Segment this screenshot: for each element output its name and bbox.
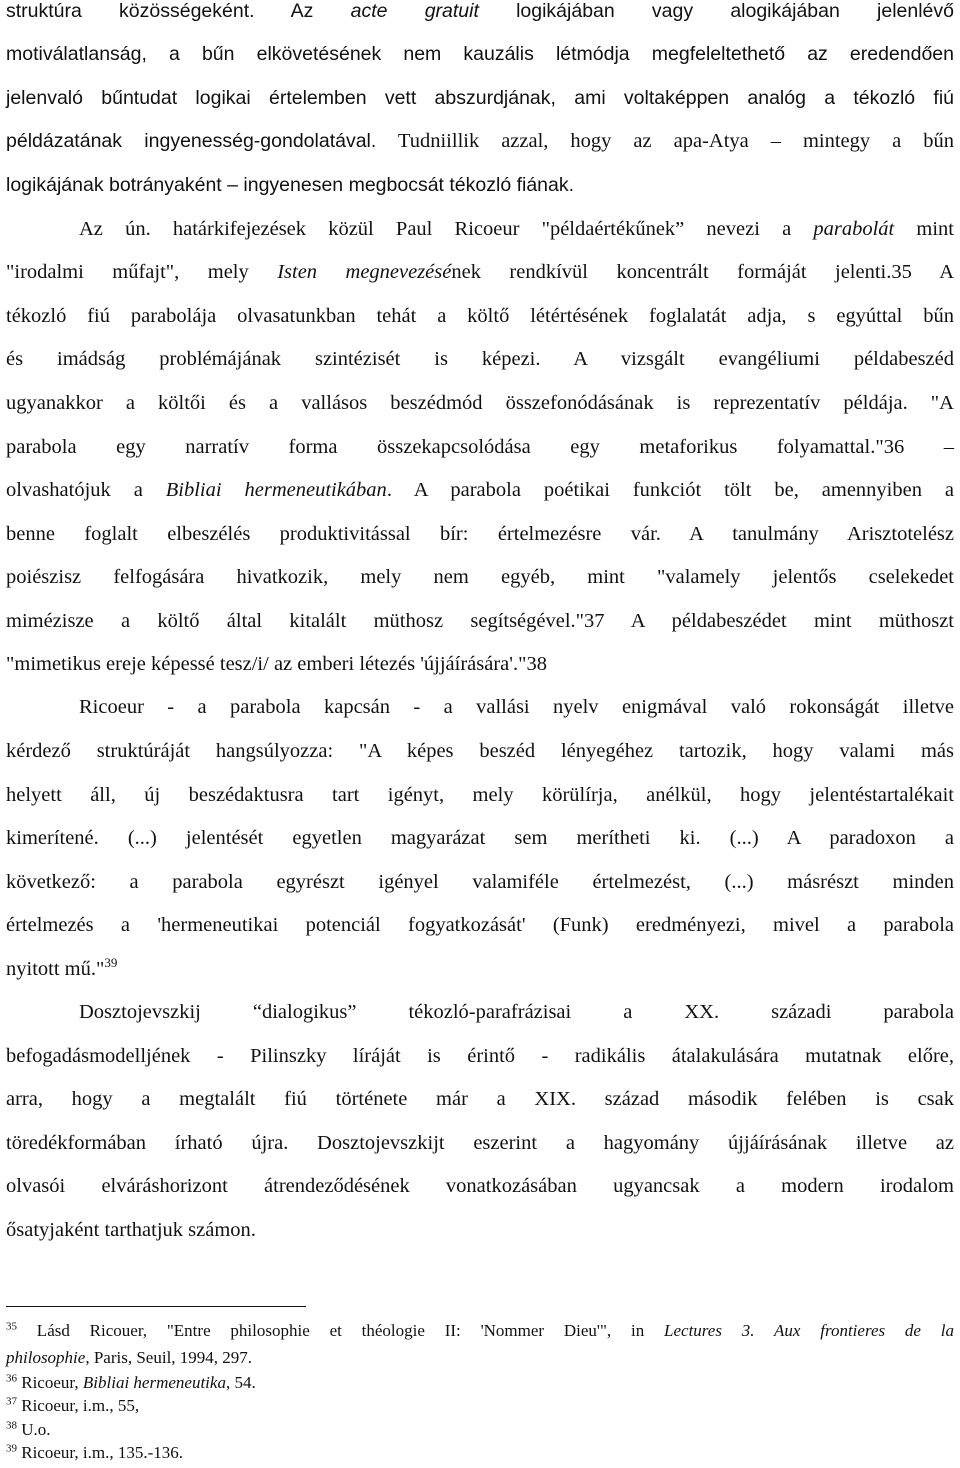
text-line: Ricoeur - a parabola kapcsán - a vallási nyelv enigmával való rokonságát illetve [79, 696, 954, 718]
footnote: $^{36}$ Ricoeur, Bibliai hermeneutika, 54. [6, 1372, 256, 1392]
text-line: parabola egy narratív forma összekapcsolódása egy metaforikus folyamattal."36 – [6, 436, 954, 458]
footnote-ref: 39 [104, 955, 118, 971]
text-line: töredékformában írható újra. Dosztojevszkijt eszerint a hagyomány újjáírásának illetve az [6, 1132, 954, 1154]
text-line: kérdező struktúráját hangsúlyozza: "A képes beszéd lényegéhez tartozik, hogy valami más [6, 740, 954, 762]
text-line: példázatának ingyenesség-gondolatával. Tudniillik azzal, hogy az apa-Atya – mintegy a bűn [6, 130, 955, 152]
text-line: ugyanakkor a költői és a vallásos beszédmód összefonódásának is reprezentatív példája. "A [6, 392, 954, 414]
footnote: philosophie, Paris, Seuil, 1994, 297. [6, 1348, 253, 1367]
footnote: $^{35}$ Lásd Ricouer, "Entre philosophie et théologie II: 'Nommer Dieu'", in Lectures 3. Aux frontieres de la [6, 1320, 954, 1340]
text-line: jelenvaló bűntudat logikai értelemben vett abszurdjának, ami voltaképpen analóg a tékozló fiú [6, 87, 954, 109]
text-line: miméziszе a költő által kitalált müthosz segítségével."37 A példabeszédet mint müthoszt [6, 610, 954, 632]
text-line: befogadásmodelljének - Pilinszky líráját is érintő - radikális átalakulására mutatnak előre, [6, 1045, 954, 1067]
text-line: benne foglalt elbeszélés produktivitással bír: értelmezésre vár. A tanulmány Arisztotelész [6, 523, 954, 545]
text-line: tékozló fiú parabolája olvasatunkban tehát a költő létértésének foglalatát adja, s egyúttal bűn [6, 305, 954, 327]
text-line: ősatyjaként tarthatjuk számon. [6, 1219, 256, 1241]
text-line: olvasói elváráshorizont átrendeződésének vonatkozásában ugyancsak a modern irodalom [6, 1175, 954, 1197]
text-line: "mimetikus ereje képessé tesz/i/ az emberi létezés 'újjáírására'."38 [6, 653, 547, 675]
text-line: motiválatlanság, a bűn elkövetésének nem kauzális létmódja megfeleltethető az eredendően [6, 43, 954, 65]
footnote: $^{37}$ Ricoeur, i.m., 55, [6, 1395, 140, 1415]
text-line: helyett áll, új beszédaktusra tart igényt, mely körülírja, anélkül, hogy jelentéstartalékait [6, 784, 954, 806]
text-line: következő: a parabola egyrészt igényel valamiféle értelmezést, (...) másrészt minden [6, 871, 954, 893]
text-line: logikájának botrányaként – ingyenesen megbocsát tékozló fiának. [6, 174, 575, 196]
text-line: struktúra közösségeként. Az acte gratuit logikájában vagy alogikájában jelenlévő [6, 0, 954, 22]
footnote-divider [6, 1306, 306, 1307]
text-line: nyitott mű."$^{39}$ [6, 955, 118, 980]
text-line: értelmezés a 'hermeneutikai potenciál fogyatkozását' (Funk) eredményezi, mivel a parabola [6, 914, 954, 936]
text-line: Az ún. határkifejezések közül Paul Ricoeur "példaértékűnek” nevezi a parabolát mint [79, 218, 954, 240]
text-line: és imádság problémájának szintézisét is képezi. A vizsgált evangéliumi példabeszéd [6, 348, 954, 370]
text-line: olvashatójuk a Bibliai hermeneutikában. A parabola poétikai funkciót tölt be, amennyiben a [6, 479, 954, 501]
text-line: "irodalmi műfajt", mely Isten megnevezésének rendkívül koncentrált formáját jelenti.35 A [6, 261, 955, 283]
text-line: poiészisz felfogására hivatkozik, mely nem egyéb, mint "valamely jelentős cselekedet [6, 566, 954, 588]
text-line: arra, hogy a megtalált fiú története már a XIX. század második felében is csak [6, 1088, 954, 1110]
text-line: Dosztojevszkij “dialogikus” tékozló-parafrázisai a XX. századi parabola [79, 1001, 954, 1023]
footnote: $^{39}$ Ricoeur, i.m., 135.-136. [6, 1442, 183, 1462]
footnote: $^{38}$ U.o. [6, 1419, 51, 1439]
text-line: kimerítené. (...) jelentését egyetlen magyarázat sem merítheti ki. (...) A paradoxon a [6, 827, 954, 849]
